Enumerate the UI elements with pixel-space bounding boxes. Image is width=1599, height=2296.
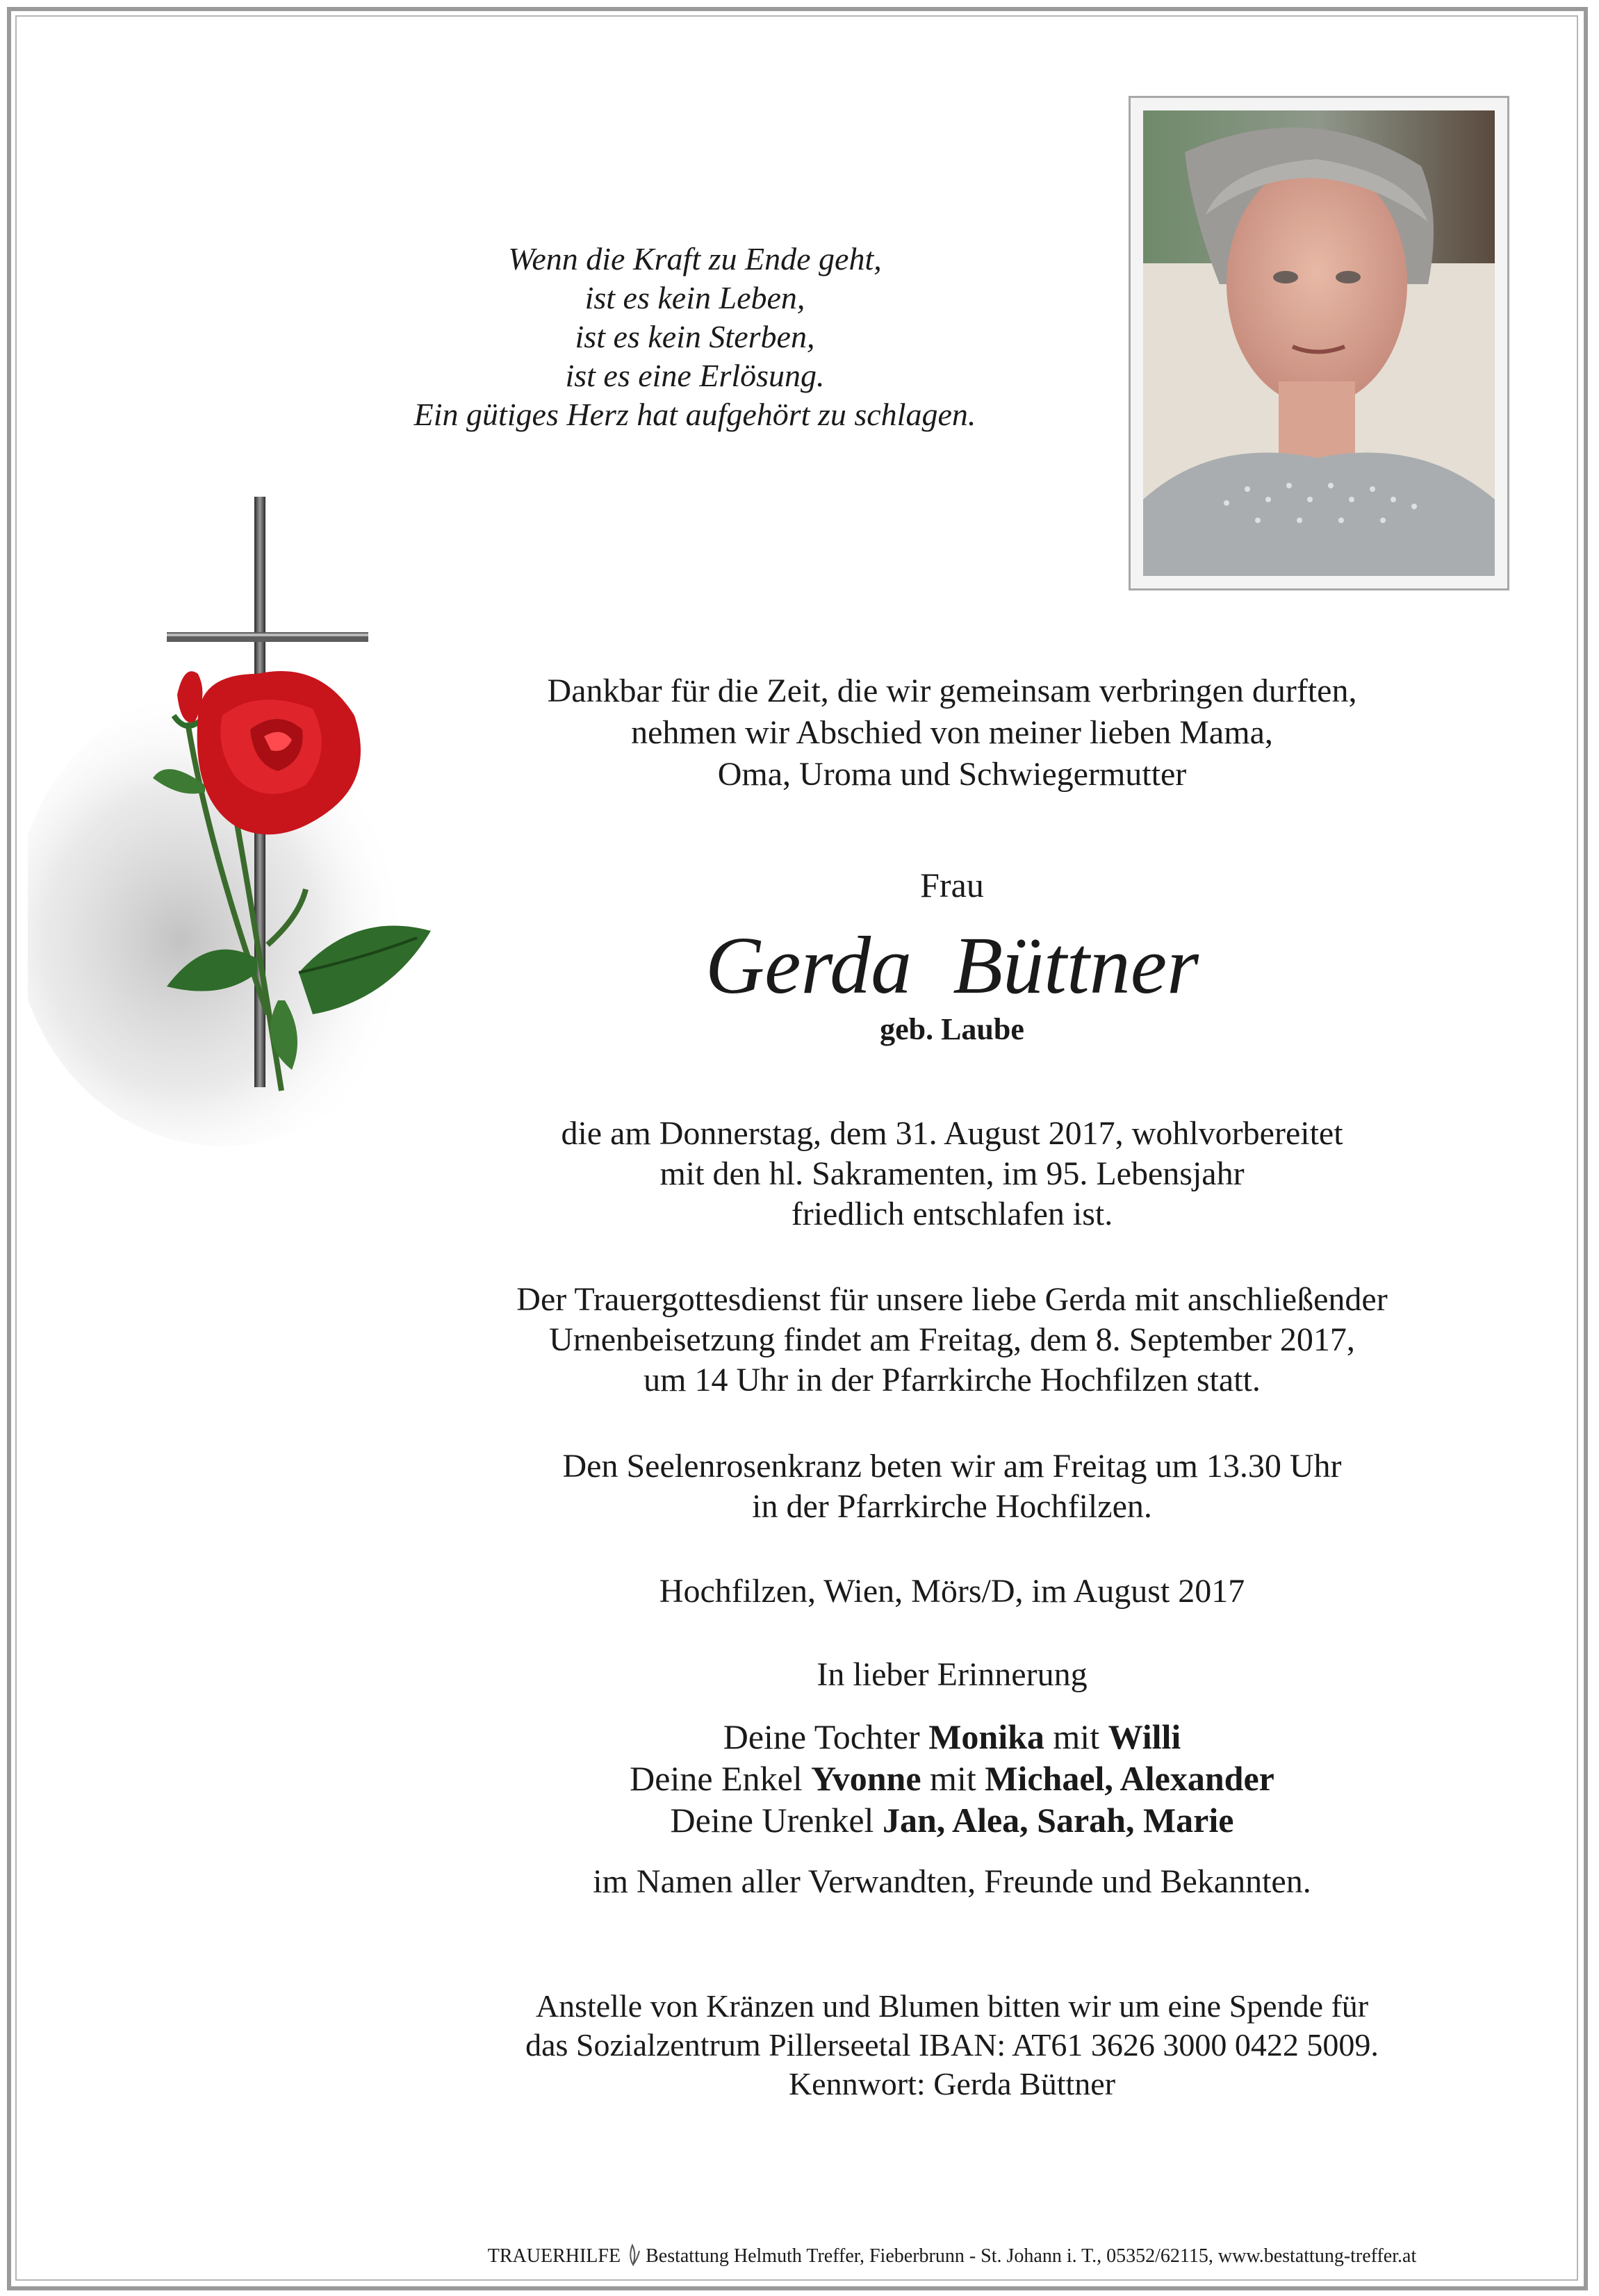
birth-name: geb. Laube: [880, 1012, 1024, 1046]
family-member: Willi: [1108, 1717, 1181, 1756]
leaf-logo-icon: [625, 2243, 641, 2266]
poem-line: Wenn die Kraft zu Ende geht,: [508, 241, 882, 276]
death-notice-line: die am Donnerstag, dem 31. August 2017, wohlvorbereitet: [561, 1115, 1343, 1152]
service-line: um 14 Uhr in der Pfarrkirche Hochfilzen statt.: [643, 1362, 1261, 1398]
intro-text: [459, 670, 1445, 795]
poem: [347, 240, 1042, 434]
place-date: Hochfilzen, Wien, Mörs/D, im August 2017: [659, 1573, 1245, 1610]
deceased-name: [625, 917, 1279, 1014]
donation-line: Anstelle von Kränzen und Blumen bitten wir um eine Spende für: [535, 1988, 1369, 2024]
poem-line: ist es eine Erlösung.: [565, 358, 825, 393]
family-line-grandchildren: [417, 1758, 1487, 1799]
donation-line: Kennwort: Gerda Büttner: [788, 2066, 1116, 2101]
family-prefix: Deine Enkel: [630, 1759, 803, 1798]
memory-heading: In lieber Erinnerung: [817, 1656, 1088, 1693]
portrait-frame: [1129, 96, 1509, 590]
family-member: Yvonne: [811, 1759, 921, 1798]
family-line-daughter: [417, 1716, 1487, 1758]
intro-line: nehmen wir Abschied von meiner lieben Mama,: [631, 714, 1273, 751]
rosary-info: [417, 1446, 1487, 1527]
footer-brand: TRAUERHILFE: [487, 2245, 621, 2267]
family-member: Michael, Alexander: [985, 1759, 1274, 1798]
family-line-great-grandchildren: [417, 1799, 1487, 1841]
family-list: [417, 1716, 1487, 1841]
first-name: Gerda: [705, 920, 912, 1011]
cross-rose-artwork: [28, 486, 473, 1250]
relatives-line: im Namen aller Verwandten, Freunde und Bekannten.: [593, 1863, 1311, 1900]
poem-line: ist es kein Sterben,: [575, 319, 815, 354]
portrait-illustration: [1143, 110, 1495, 576]
death-notice: [417, 1114, 1487, 1234]
last-name: Büttner: [953, 920, 1199, 1011]
intro-line: Oma, Uroma und Schwiegermutter: [717, 756, 1187, 793]
family-member: Jan, Alea, Sarah, Marie: [882, 1801, 1234, 1840]
family-joiner: mit: [930, 1759, 976, 1798]
family-joiner: mit: [1053, 1717, 1100, 1756]
service-info: [417, 1280, 1487, 1401]
donation-info: [417, 1987, 1487, 2104]
death-notice-line: mit den hl. Sakramenten, im 95. Lebensjahr: [659, 1155, 1245, 1192]
donation-line: das Sozialzentrum Pillerseetal IBAN: AT61 3626 3000 0422 5009.: [525, 2027, 1379, 2063]
rosary-line: in der Pfarrkirche Hochfilzen.: [752, 1488, 1152, 1525]
poem-line: ist es kein Leben,: [584, 280, 805, 315]
family-prefix: Deine Tochter: [723, 1717, 920, 1756]
family-member: Monika: [928, 1717, 1044, 1756]
service-line: Der Trauergottesdienst für unsere liebe Gerda mit anschließender: [516, 1281, 1388, 1318]
death-notice-line: friedlich entschlafen ist.: [791, 1196, 1113, 1232]
poem-line: Ein gütiges Herz hat aufgehört zu schlagen.: [413, 397, 976, 432]
salutation: Frau: [920, 866, 984, 905]
footer: [389, 2243, 1515, 2268]
rosary-line: Den Seelenrosenkranz beten wir am Freitag um 13.30 Uhr: [562, 1448, 1342, 1485]
family-prefix: Deine Urenkel: [670, 1801, 874, 1840]
footer-text: Bestattung Helmuth Treffer, Fieberbrunn - St. Johann i. T., 05352/62115, www.bestattung-treffer.at: [646, 2245, 1417, 2267]
intro-line: Dankbar für die Zeit, die wir gemeinsam verbringen durften,: [547, 672, 1357, 709]
portrait-photo: [1143, 110, 1495, 576]
service-line: Urnenbeisetzung findet am Freitag, dem 8. September 2017,: [549, 1321, 1355, 1358]
